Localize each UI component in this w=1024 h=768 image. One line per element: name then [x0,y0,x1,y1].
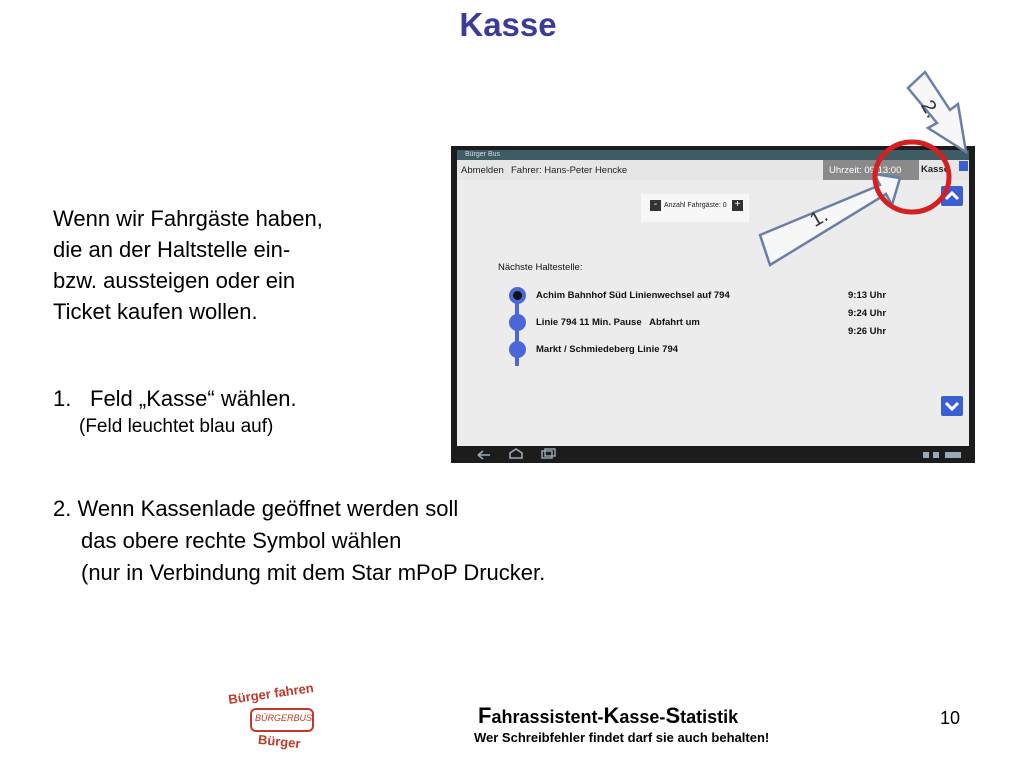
page-number: 10 [940,708,961,728]
callout-label-1: 1. [806,204,832,232]
slide-title: Kasse [459,6,557,43]
passenger-minus-button[interactable]: - [650,200,661,211]
android-navbar [451,446,975,463]
back-icon[interactable] [475,448,493,460]
step1-number: 1. [53,386,72,411]
step2-line2: das obere rechte Symbol wählen [81,528,402,553]
intro-line: Ticket kaufen wollen. [53,299,258,324]
logout-button[interactable]: Abmelden [461,165,504,176]
passenger-plus-button[interactable]: + [732,200,743,211]
stop-time: 9:13 Uhr [848,290,887,301]
home-icon[interactable] [507,448,525,460]
stop-time: 9:24 Uhr [848,308,887,319]
logo-text-mid: BÜRGERBUS [255,713,313,723]
stop-marker-current [509,287,526,304]
stop-time: 9:26 Uhr [848,326,887,337]
callout-overlay [740,60,980,280]
stop-name: Linie 794 11 Min. Pause Abfahrt um [536,317,700,328]
system-tray-icon [921,449,965,460]
bus-icon [250,708,314,732]
intro-line: Wenn wir Fahrgäste haben, [53,206,323,231]
footer-title: Fahrassistent-Kasse-Statistik [478,703,739,728]
stop-marker [509,341,526,358]
passenger-count: Anzahl Fahrgäste: 0 [664,202,727,209]
driver-name: Fahrer: Hans-Peter Hencke [511,165,628,176]
passenger-counter [641,194,749,222]
time-display: Uhrzeit: 09:13:00 [829,165,902,176]
intro-line: bzw. aussteigen oder ein [53,268,296,293]
stop-name: Achim Bahnhof Süd Linienwechsel auf 794 [536,290,730,301]
step2-line3: (nur in Verbindung mit dem Star mPoP Drucker. [81,560,546,585]
kasse-button[interactable]: Kasse [921,164,949,175]
logo-text-bottom: Bürger [257,731,302,752]
status-text: Bürger Bus [465,151,501,158]
chevron-down-icon [941,396,963,416]
logo-text-top: Bürger fahren [227,680,315,707]
intro-line: die an der Haltstelle ein- [53,237,291,262]
step2-line1: 2. Wenn Kassenlade geöffnet werden soll [53,496,459,521]
footer-note: Wer Schreibfehler findet darf sie auch behalten! [474,730,770,745]
step1-note: (Feld leuchtet blau auf) [79,416,274,437]
callout-label-2: 2. [916,96,944,122]
scroll-down-button[interactable] [941,396,963,416]
buergerbus-logo [222,680,334,758]
stop-marker [509,314,526,331]
next-stop-label: Nächste Haltestelle: [498,262,583,273]
step1-text: Feld „Kasse“ wählen. [90,386,297,411]
intro-text [53,203,323,327]
recent-apps-icon[interactable] [539,448,557,460]
stop-name: Markt / Schmiedeberg Linie 794 [536,344,679,355]
